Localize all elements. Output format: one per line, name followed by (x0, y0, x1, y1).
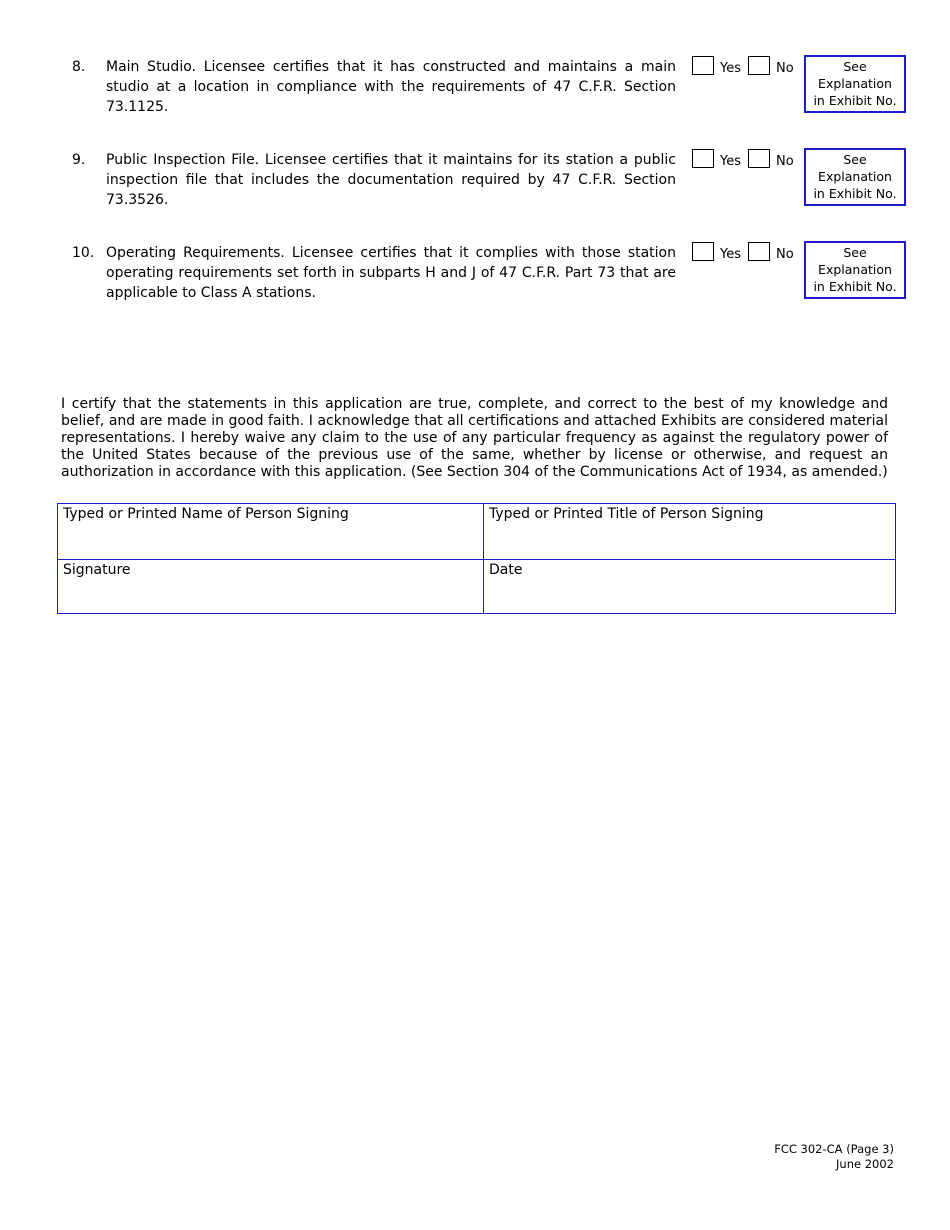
no-label: No (776, 154, 794, 169)
name-field-label: Typed or Printed Name of Person Signing (63, 506, 349, 522)
yes-checkbox-public-inspection-file[interactable] (692, 149, 714, 168)
certification-statement: I certify that the statements in this application are true, complete, and correct to the best of my knowledge and belief, and are made in good faith. I acknowledge that all certifications and attached Exhibits are considered material representations. I hereby waive any claim to the use of any particular frequency as against the regulatory power of the United States because of the previous use of the same, whether by license or otherwise, and request an authorization in accordance with this application. (See Section 304 of the Communications Act of 1934, as amended.) (61, 396, 888, 480)
exhibit-line-1: See Explanation (818, 59, 892, 91)
page-footer (774, 1142, 894, 1172)
signature-table (57, 503, 896, 614)
exhibit-line-1: See Explanation (818, 245, 892, 277)
signature-field-label: Signature (63, 562, 131, 578)
yes-checkbox-main-studio[interactable] (692, 56, 714, 75)
no-label: No (776, 61, 794, 76)
yes-checkbox-operating-requirements[interactable] (692, 242, 714, 261)
exhibit-box-operating-requirements[interactable] (804, 241, 906, 299)
form-date: June 2002 (836, 1157, 894, 1171)
exhibit-box-main-studio[interactable] (804, 55, 906, 113)
name-field[interactable] (58, 504, 483, 559)
title-field[interactable] (484, 504, 895, 559)
item-text: Main Studio. Licensee certifies that it has constructed and maintains a main studio at a location in compliance with the requirements of 47 C.F.R. Section 73.1125. (106, 59, 676, 115)
exhibit-box-public-inspection-file[interactable] (804, 148, 906, 206)
item-number: 8. (72, 59, 86, 75)
title-field-label: Typed or Printed Title of Person Signing (489, 506, 764, 522)
no-checkbox-main-studio[interactable] (748, 56, 770, 75)
exhibit-line-2: in Exhibit No. (813, 279, 897, 294)
exhibit-line-2: in Exhibit No. (813, 186, 897, 201)
no-checkbox-operating-requirements[interactable] (748, 242, 770, 261)
item-text: Operating Requirements. Licensee certifies that it complies with those station operating requirements set forth in subparts H and J of 47 C.F.R. Part 73 that are applicable to Class A stations. (106, 245, 676, 301)
signature-field[interactable] (58, 560, 483, 613)
no-checkbox-public-inspection-file[interactable] (748, 149, 770, 168)
exhibit-line-1: See Explanation (818, 152, 892, 184)
form-number: FCC 302-CA (Page 3) (774, 1142, 894, 1156)
item-number: 9. (72, 152, 86, 168)
item-number: 10. (72, 245, 95, 261)
date-field-label: Date (489, 562, 523, 578)
yes-label: Yes (720, 61, 741, 76)
date-field[interactable] (484, 560, 895, 613)
yes-label: Yes (720, 154, 741, 169)
yes-label: Yes (720, 247, 741, 262)
item-text: Public Inspection File. Licensee certifies that it maintains for its station a public inspection file that includes the documentation required by 47 C.F.R. Section 73.3526. (106, 152, 676, 208)
exhibit-line-2: in Exhibit No. (813, 93, 897, 108)
no-label: No (776, 247, 794, 262)
